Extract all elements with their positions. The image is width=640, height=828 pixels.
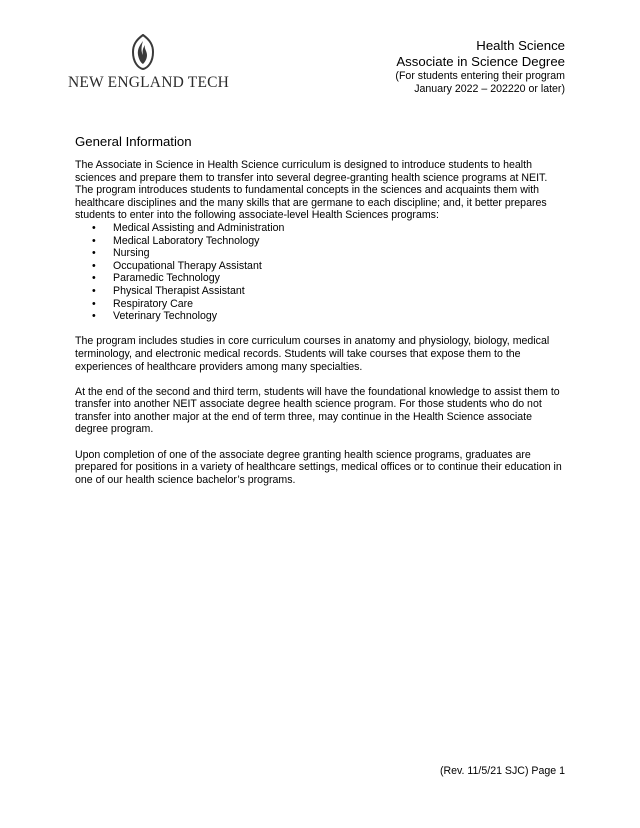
section-title: General Information [75, 134, 192, 149]
transfer-paragraph: At the end of the second and third term, students will have the foundational knowledge to assist them to transfer into another NEIT associate degree health science program. For those students who do not transfer into another major at the end of term three, may continue in the Health Science associate degree program. [75, 385, 560, 436]
intro-paragraph: The Associate in Science in Health Science curriculum is designed to introduce students to health sciences and prepare them to transfer into several degree-granting health science programs at NEIT. The program introduces students to fundamental concepts in the sciences and acquaints them with healthcare disciplines and the many skills that are germane to each discipline; and, it better prepares students to enter into the following associate-level Health Sciences programs: [75, 159, 548, 222]
program-name: Health Science [476, 38, 565, 53]
flame-shield-icon [131, 34, 155, 70]
entry-note-line2: January 2022 – 202220 or later) [414, 83, 565, 95]
entry-note-line1: (For students entering their program [395, 70, 565, 82]
page-footer: (Rev. 11/5/21 SJC) Page 1 [439, 765, 565, 777]
document-body [75, 159, 565, 486]
program-list-item: • Medical Assisting and Administration [75, 222, 565, 235]
curriculum-paragraph: The program includes studies in core curriculum courses in anatomy and physiology, biology, medical terminology, and electronic medical records. Students will take courses that expose them to the experiences of healthcare providers among many specialties. [75, 335, 550, 373]
program-list [75, 222, 565, 323]
completion-paragraph: Upon completion of one of the associate degree granting health science programs, graduates are prepared for positions in a variety of healthcare settings, medical offices or to continue their education in one of our health science bachelor’s programs. [75, 448, 562, 486]
program-list-item: • Physical Therapist Assistant [75, 285, 565, 298]
program-list-item: • Respiratory Care [75, 298, 565, 311]
document-header [395, 38, 565, 96]
logo-text: NEW ENGLAND TECH [68, 74, 230, 91]
program-list-item: • Paramedic Technology [75, 272, 565, 285]
program-list-item: • Nursing [75, 247, 565, 260]
program-list-item: • Veterinary Technology [75, 310, 565, 323]
logo [68, 34, 230, 92]
program-list-item: • Medical Laboratory Technology [75, 235, 565, 248]
program-list-item: • Occupational Therapy Assistant [75, 260, 565, 273]
degree-name: Associate in Science Degree [396, 54, 565, 69]
